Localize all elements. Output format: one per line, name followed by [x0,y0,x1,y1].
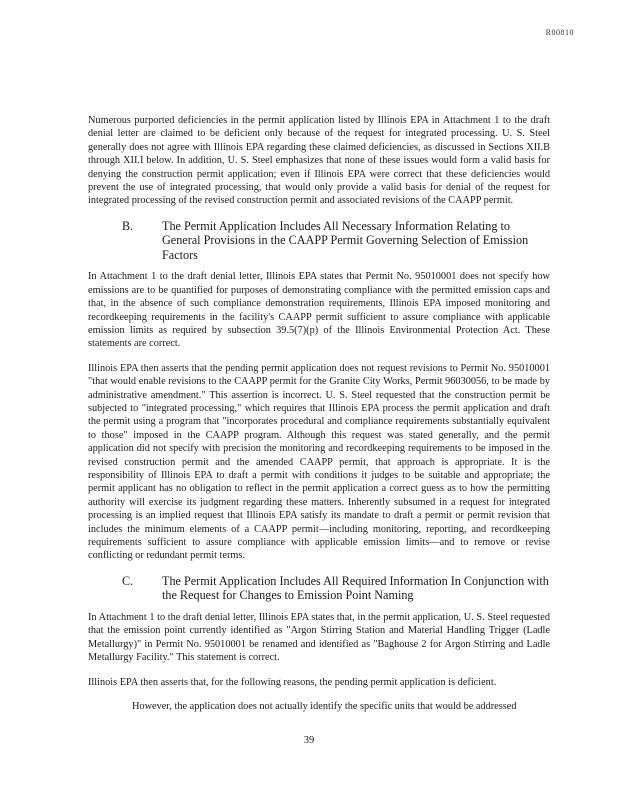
section-heading-b [88,219,550,263]
section-letter: C. [122,573,134,588]
document-id: R00810 [545,28,574,37]
paragraph-epa-assertion: Illinois EPA then asserts that the pending permit application does not request revisions to Permit No. 95010001 "that would enable revisions to the CAAPP permit for the Granite City Works, Permit 96030056, to be made by administrative amendment." This assertion is incorrect. U. S. Steel requested that the construction permit be subjected to "integrated processing," which requires that Illinois EPA process the permit application and draft the permit using a program that "incorporates procedural and compliance requirements substantially equivalent to those" imposed in the CAAPP program. Although this request was stated generally, and the permit application did not specify with precision the monitoring and recordkeeping requirements to be imposed in the revised construction permit and the amended CAAPP permit, that approach is appropriate. It is the responsibility of Illinois EPA to draft a permit with conditions it judges to be suitable and appropriate; the permit applicant has no obligation to reflect in the permit application a correct guess as to how the permitting authority will exercise its judgment regarding these matters. Inherently subsumed in a request for integrated processing is an implied request that Illinois EPA satisfy its mandate to draft a permit or permit revision that includes the minimum elements of a CAAPP permit—including monitoring, reporting, and recordkeeping requirements sufficient to assure compliance with applicable emission limits—and to remove or revise conflicting or redundant permit terms. [88,362,550,562]
section-title: The Permit Application Includes All Necessary Information Relating to General Provisions in the CAAPP Permit Governing Selection of Emission Factors [162,218,529,262]
page-number: 39 [303,735,315,746]
paragraph-integrated-processing: Numerous purported deficiencies in the permit application listed by Illinois EPA in Attachment 1 to the draft denial letter are claimed to be deficient only because of the request for integrated processing. U. S. Steel generally does not agree with Illinois EPA regarding these claimed deficiencies, as discussed in Sections XII.B through XII.I below. In addition, U. S. Steel emphasizes that none of these issues would form a valid basis for denying the construction permit application; even if Illinois EPA were correct that these deficiencies would prevent the use of integrated processing, that would only provide a valid basis for denial of the request for integrated processing of the revised construction permit and associated revisions of the CAAPP permit. [88,115,550,207]
section-letter: B. [122,218,134,233]
document-body [88,114,550,724]
paragraph-attachment-statement: In Attachment 1 to the draft denial letter, Illinois EPA states that Permit No. 95010001 does not specify how emissions are to be quantified for purposes of demonstrating compliance with the permitted emission caps and that, in the absence of such compliance demonstration requirements, Illinois EPA imposed monitoring and recordkeeping requirements in the facility's CAAPP permit sufficient to assure compliance with applicable emission limits as required by subsection 39.5(7)(p) of the Illinois Environmental Protection Act. These statements are correct. [88,271,550,350]
paragraph-emission-point-naming: In Attachment 1 to the draft denial letter, Illinois EPA states that, in the permit application, U. S. Steel requested that the emission point currently identified as "Argon Stirring Station and Material Handling Trigger (Ladle Metallurgy)" in Permit No. 95010001 be renamed and identified as "Baghouse 2 for Argon Stirring and Ladle Metallurgy Facility." This statement is correct. [88,611,550,664]
section-heading-c [88,574,550,603]
section-title: The Permit Application Includes All Required Information In Conjunction with the Request for Changes to Emission Point Naming [162,573,549,603]
paragraph-deficiency-assertion: Illinois EPA then asserts that, for the following reasons, the pending permit application is deficient. [88,676,497,688]
paragraph-however: However, the application does not actually identify the specific units that would be addressed [132,700,517,712]
